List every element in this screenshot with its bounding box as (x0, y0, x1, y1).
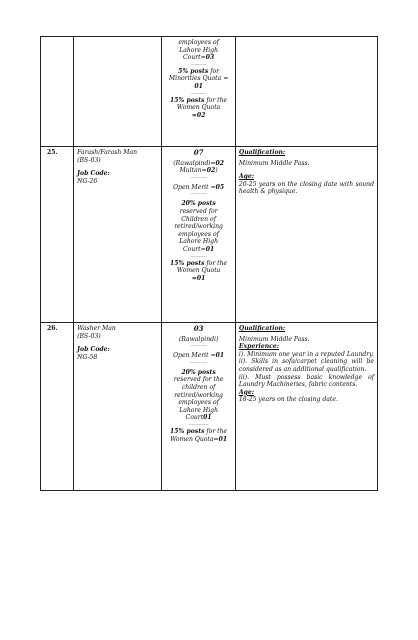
women-quota-value: =01 (191, 274, 206, 282)
district-line (165, 160, 232, 168)
women-quota-label: 15% posts (170, 427, 205, 435)
post-cell (74, 37, 162, 147)
children-quota-label: 20% posts (181, 368, 216, 376)
quota-line: Children of (181, 215, 216, 223)
quota-line: reserved for (179, 207, 218, 215)
minority-quota-label: 5% posts (178, 67, 209, 75)
posts-line: employees of (178, 39, 219, 46)
quota-line (165, 414, 232, 422)
separator: ---------- (190, 253, 208, 260)
district-label: Multan= (179, 167, 207, 175)
women-quota-value: =02 (191, 111, 206, 119)
separator: --------- (190, 61, 207, 68)
separator: ---------- (190, 359, 208, 366)
open-merit-label: Open Merit = (173, 352, 216, 360)
age-label: Age: (238, 173, 255, 181)
district-value: 02 (206, 167, 216, 175)
posts-line (165, 54, 232, 62)
women-quota-text: for the (206, 427, 228, 435)
open-merit-line (165, 184, 232, 192)
court-label: Court= (182, 54, 206, 62)
total-posts: 07 (193, 148, 204, 157)
table-row (41, 323, 378, 491)
table-row (41, 147, 378, 323)
quota-line: children of (181, 383, 216, 391)
sno-cell (41, 37, 74, 147)
job-code: NG-58 (77, 353, 98, 361)
job-code: NG-26 (77, 177, 98, 185)
quota-line: retired/working (174, 223, 223, 231)
post-scale: (BS-03) (77, 332, 101, 340)
women-quota-value: 01 (218, 435, 228, 443)
post-cell (74, 323, 162, 491)
separator: ------------ (188, 421, 209, 428)
children-quota-value: 01 (205, 245, 215, 253)
posts-line: Minorities Quota = (168, 75, 229, 83)
posts-line: Women Quota (176, 104, 221, 112)
children-quota-label: 20% posts (181, 200, 216, 208)
children-quota-value: 01 (203, 414, 212, 422)
district-label: (Rawalpindi= (173, 159, 216, 167)
posts-cell (162, 323, 236, 491)
age-text: 20-25 years on the closing date with sound health & physique. (238, 180, 374, 196)
job-code-label: Job Code: (77, 170, 110, 178)
court-value: 03 (205, 54, 215, 62)
women-quota-line (165, 436, 232, 444)
quota-line (165, 246, 232, 254)
sno-cell: 25. (41, 147, 74, 323)
requirements-cell (235, 323, 377, 491)
quota-line: Lahore High (179, 238, 219, 246)
quota-line: reserved for the (173, 376, 224, 384)
women-quota-text: Women Quota= (170, 435, 219, 443)
quota-line: Women Quota (176, 267, 221, 275)
district-value: 02 (215, 159, 224, 167)
experience-item: ii). Skills in sofa/carpet cleaning will be considered as an additional qualification. (238, 358, 374, 373)
table-row (41, 37, 378, 147)
quota-line: employees of (178, 230, 219, 238)
separator: ---------- (190, 191, 208, 198)
posts-line: Lahore High (179, 46, 219, 54)
district-close: ) (215, 167, 218, 175)
posts-cell (162, 37, 236, 147)
district-line (165, 167, 232, 175)
open-merit-line (165, 352, 232, 360)
women-quota-label: 15% posts (170, 259, 205, 267)
posts-table (40, 36, 378, 491)
quota-line: employees of (178, 399, 219, 407)
job-code-label: Job Code: (77, 346, 110, 354)
qualification-label: Qualification: (238, 325, 286, 332)
experience-item: i). Minimum one year in a reputed Laundry. (238, 350, 374, 358)
separator: ---------- (190, 343, 208, 350)
posts-cell (162, 147, 236, 323)
open-merit-label: Open Merit = (173, 183, 216, 191)
sno-cell: 26. (41, 323, 74, 491)
age-text: 18-25 years on the closing date. (238, 396, 338, 404)
experience-item: iii). Must possess basic knowledge of Laundry Machineries, fabric contents. (238, 373, 374, 389)
quota-line: retired/working (174, 391, 223, 399)
total-posts: 03 (193, 324, 204, 333)
requirements-cell (235, 147, 377, 323)
women-quota-text: for the (206, 96, 228, 104)
separator: ---------- (190, 174, 208, 181)
qualification-label: Qualification: (238, 149, 286, 156)
post-title: Washer Man (77, 325, 116, 332)
requirements-cell (235, 37, 377, 147)
open-merit-value: 05 (215, 183, 225, 191)
qualification-text: Minimum Middle Pass. (238, 159, 310, 167)
age-label: Age: (238, 388, 255, 396)
women-quota-label: 15% posts (170, 96, 205, 104)
women-quota-text: for the (206, 259, 228, 267)
court-label: Court (185, 414, 204, 422)
post-cell (74, 147, 162, 323)
separator: --------- (190, 90, 207, 97)
experience-label: Experience: (238, 343, 279, 351)
post-title: Farash/Farash Man (77, 149, 138, 156)
posts-line (165, 68, 232, 76)
qualification-text: Minimum Middle Pass. (238, 335, 310, 343)
quota-line: Lahore High (179, 406, 219, 414)
open-merit-value: 01 (215, 352, 225, 360)
post-scale: (BS-03) (77, 156, 101, 164)
posts-line (165, 97, 232, 105)
minority-quota-text: for (210, 67, 220, 75)
district-line: (Rawalpindi) (178, 335, 219, 343)
court-label: Court= (182, 245, 206, 253)
women-quota-line (165, 428, 232, 436)
women-quota-line (165, 260, 232, 268)
minority-quota-value: 01 (194, 82, 203, 90)
